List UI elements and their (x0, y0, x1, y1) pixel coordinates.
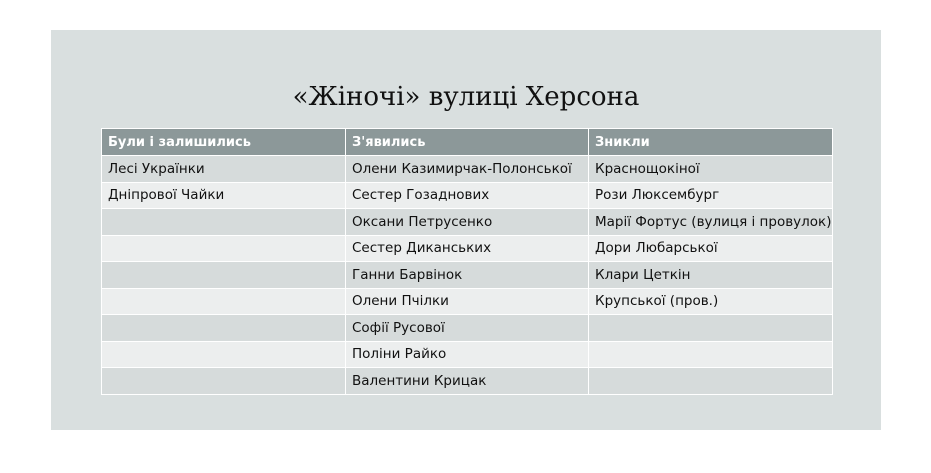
table-row (102, 209, 833, 236)
cell-appeared: Олени Казимирчак-Полонської (346, 156, 589, 183)
cell-remained (102, 368, 346, 395)
cell-appeared: Сестер Гозаднових (346, 182, 589, 209)
cell-disappeared: Краснощокіної (589, 156, 833, 183)
cell-remained (102, 262, 346, 289)
table-row (102, 368, 833, 395)
streets-table (101, 128, 833, 395)
cell-remained (102, 341, 346, 368)
cell-appeared: Олени Пчілки (346, 288, 589, 315)
cell-appeared: Ганни Барвінок (346, 262, 589, 289)
cell-disappeared: Рози Люксембург (589, 182, 833, 209)
cell-appeared: Сестер Диканських (346, 235, 589, 262)
cell-disappeared: Марії Фортус (вулиця і провулок) (589, 209, 833, 236)
cell-appeared: Валентини Крицак (346, 368, 589, 395)
header-remained: Були і залишились (102, 129, 346, 156)
cell-remained: Дніпрової Чайки (102, 182, 346, 209)
cell-remained (102, 209, 346, 236)
table-row (102, 315, 833, 342)
table-row (102, 156, 833, 183)
cell-remained (102, 235, 346, 262)
cell-remained (102, 315, 346, 342)
cell-appeared: Поліни Райко (346, 341, 589, 368)
table-header-row (102, 129, 833, 156)
table-row (102, 341, 833, 368)
table-row (102, 182, 833, 209)
cell-appeared: Оксани Петрусенко (346, 209, 589, 236)
header-disappeared: Зникли (589, 129, 833, 156)
cell-remained: Лесі Українки (102, 156, 346, 183)
cell-remained (102, 288, 346, 315)
slide-title: «Жіночі» вулиці Херсона (292, 82, 640, 112)
cell-appeared: Софії Русової (346, 315, 589, 342)
table-row (102, 288, 833, 315)
cell-disappeared (589, 341, 833, 368)
cell-disappeared: Дори Любарської (589, 235, 833, 262)
table-row (102, 262, 833, 289)
table-row (102, 235, 833, 262)
header-appeared: З'явились (346, 129, 589, 156)
slide (51, 30, 881, 430)
cell-disappeared: Клари Цеткін (589, 262, 833, 289)
cell-disappeared: Крупської (пров.) (589, 288, 833, 315)
cell-disappeared (589, 315, 833, 342)
cell-disappeared (589, 368, 833, 395)
